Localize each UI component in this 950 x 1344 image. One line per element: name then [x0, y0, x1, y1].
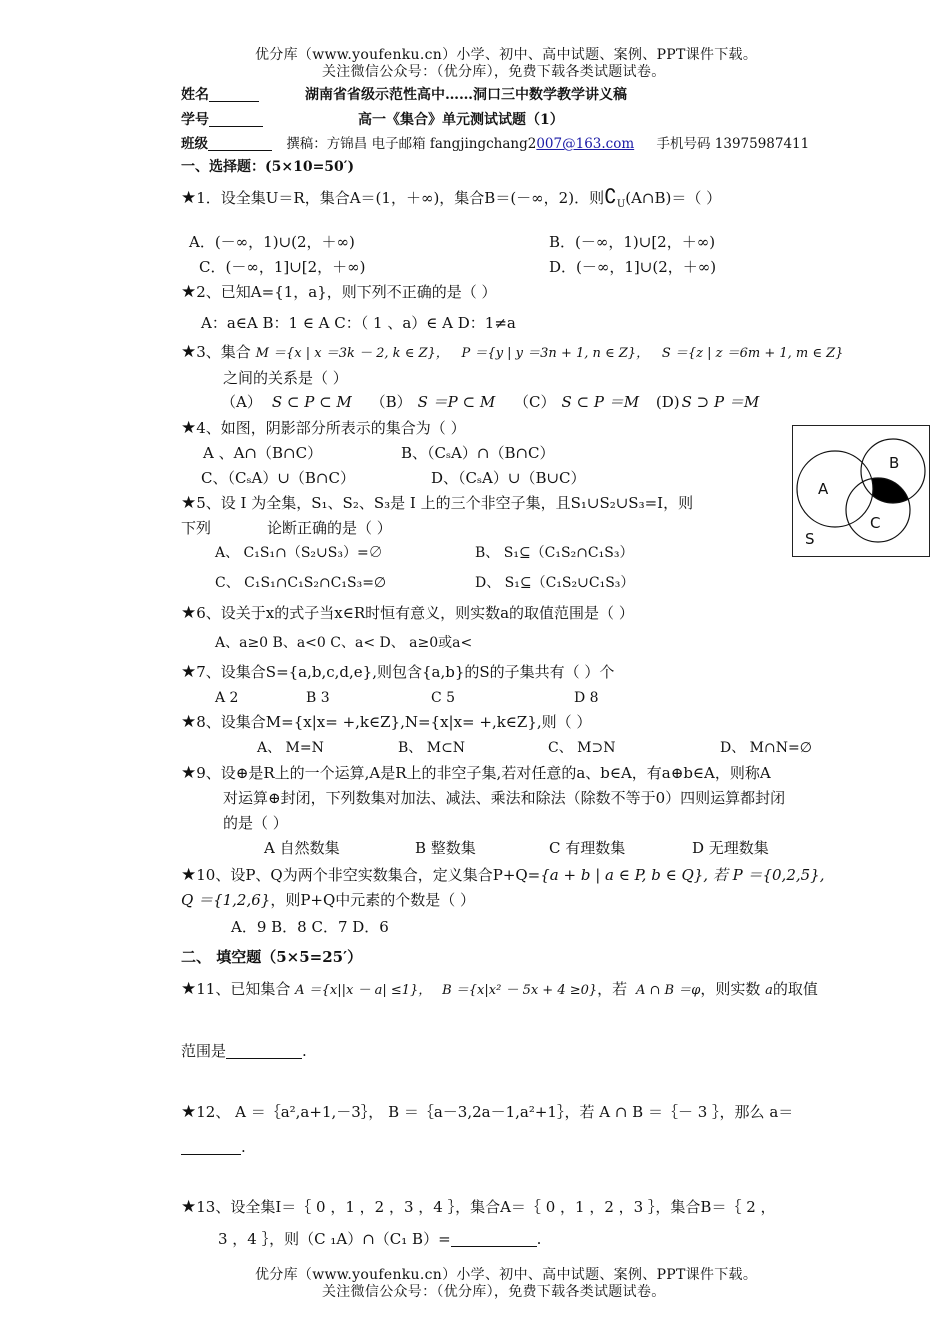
q10-stem-2 [181, 889, 475, 911]
page-header-line2: 关注微信公众号：（优分库），免费下载各类试题试卷。 [322, 64, 666, 80]
q5-text: 5、设 I 为全集，S₁、S₂、S₃是 I 上的三个非空子集，且S₁∪S₂∪S₃=I，则 [196, 494, 694, 512]
q13-blank[interactable] [451, 1230, 537, 1247]
q9-option-b: B 整数集 [415, 839, 476, 857]
q11-text-2: 范围是 [181, 1042, 227, 1060]
q5-text-2b: 论断正确的是（ ） [267, 519, 392, 537]
q8-text: 8、设集合M={x|x= +,k∈Z},N={x|x= +,k∈Z},则（ ） [196, 713, 592, 731]
q3-option-a-math: S ⊂ P ⊂ M [271, 393, 352, 411]
condition: A ∩ B ＝φ [635, 983, 701, 998]
q3-stem-2: 之间的关系是（ ） [223, 369, 348, 387]
q1-option-c: C．(－∞，1]∪[2，＋∞) [199, 258, 366, 276]
q4-option-d: D、（CₛA）∪（B∪C） [431, 469, 586, 487]
q9-option-d: D 无理数集 [692, 839, 769, 857]
star-icon: ★ [181, 188, 197, 208]
q2-stem [181, 281, 497, 303]
q9-text: 9、设⊕是R上的一个运算,A是R上的非空子集,若对任意的a、b∈A，有a⊕b∈A，则称A [196, 764, 771, 782]
q11-answer-line: 范围是 . [181, 1042, 307, 1060]
q3-option-c-label: （C） [513, 393, 556, 411]
q6-options: A、a≥0 B、a<0 C、a< D、 a≥0或a< [215, 635, 473, 651]
id-label: 学号 [181, 112, 209, 128]
q3-text: 3、集合 [196, 343, 251, 361]
complement-subscript: U [616, 199, 626, 210]
star-icon: ★ [181, 1102, 197, 1122]
q4-stem [181, 417, 466, 439]
q11-tail: ，则实数 [700, 980, 761, 998]
name-field [181, 84, 259, 106]
email-link[interactable]: 007@163.com [536, 136, 635, 152]
star-icon: ★ [181, 1197, 197, 1217]
q11-ruo: ，若 [597, 980, 628, 998]
author-info: 撰稿：方锦昌 电子邮箱 fangjingchang2 [286, 136, 537, 152]
q8-option-d: D、 M∩N=∅ [720, 740, 812, 756]
name-blank [209, 85, 259, 102]
set-q: Q ＝{1,2,6} [181, 891, 271, 909]
q8-stem [181, 711, 591, 733]
star-icon: ★ [181, 979, 197, 999]
q3-option-a-label: （A） [221, 393, 262, 411]
name-label: 姓名 [181, 87, 209, 103]
q8-option-c: C、 M⊃N [548, 740, 616, 756]
phone-number: 手机号码 13975987411 [656, 136, 810, 152]
q3-stem [181, 341, 843, 365]
complement-symbol: ∁ [604, 184, 617, 208]
star-icon: ★ [181, 418, 197, 438]
venn-diagram [792, 425, 930, 557]
q1-option-b: B．(－∞，1)∪[2，＋∞) [549, 233, 716, 251]
q1-text: 1．设全集U＝R，集合A＝(1，＋∞)，集合B＝(－∞，2)．则 [196, 189, 605, 207]
section1-heading: 一、选择题：(5×10=50′) [181, 159, 355, 175]
q1-text-end: (A∩B)＝（ ） [625, 189, 722, 207]
class-author-line [181, 133, 809, 155]
q13-text-2: 3 ，4 ｝，则（C ₁A）∩（C₁ B）= [218, 1230, 451, 1248]
q10-text: 10、设P、Q为两个非空实数集合，定义集合P+Q= [196, 866, 541, 884]
label-b: B [889, 454, 900, 472]
q11-stem [181, 978, 818, 1002]
q7-text: 7、设集合S={a,b,c,d,e},则包含{a,b}的S的子集共有（ ）个 [196, 663, 615, 681]
var-a: a [765, 983, 773, 998]
label-a: A [818, 480, 829, 498]
q12-stem [181, 1101, 793, 1123]
q11-tail-2: 的取值 [772, 980, 818, 998]
q5-option-b: B、 S₁⊆（C₁S₂∩C₁S₃） [475, 545, 634, 561]
q8-option-b: B、 M⊂N [398, 740, 466, 756]
id-blank [209, 110, 263, 127]
school-name: 湖南省省级示范性高中……洞口三中数学教学讲义稿 [305, 87, 627, 103]
set-m: M ＝{x | x ＝3k － 2, k ∈ Z}， [255, 346, 449, 361]
star-icon: ★ [181, 865, 197, 885]
class-blank [208, 134, 272, 151]
q6-stem [181, 602, 634, 624]
star-icon: ★ [181, 662, 197, 682]
venn-svg [793, 426, 929, 556]
label-c: C [870, 514, 881, 532]
q3-option-b-label: （B） [370, 393, 412, 411]
q3-option-b-math: S ＝P ⊂ M [417, 393, 496, 411]
q7-stem [181, 661, 614, 683]
q12-text: 12、 A ＝｛a²,a+1,－3｝， B ＝｛a－3,2a－1,a²+1｝，若 A ∩ B ＝｛－ 3 ｝，那么 a＝ [196, 1103, 794, 1121]
q7-option-b: B 3 [306, 690, 330, 706]
q4-option-c: C、（CₛA）∪（B∩C） [201, 469, 355, 487]
q12-answer-line: . [181, 1136, 246, 1158]
star-icon: ★ [181, 493, 197, 513]
q5-option-a: A、 C₁S₁∩（S₂∪S₃）=∅ [215, 545, 383, 561]
q8-option-a: A、 M=N [257, 740, 324, 756]
q2-text: 2、已知A={1，a}，则下列不正确的是（ ） [196, 283, 497, 301]
q3-option-d-label: (D) [655, 393, 680, 411]
q9-stem-3: 的是（ ） [223, 814, 288, 832]
star-icon: ★ [181, 712, 197, 732]
set-p: P ＝{y | y ＝3n + 1, n ∈ Z}， [461, 346, 650, 361]
q1-option-d: D．(－∞，1]∪(2，＋∞) [549, 258, 717, 276]
q13-stem [181, 1196, 776, 1218]
q13-stem-2: 3 ，4 ｝，则（C ₁A）∩（C₁ B）= . [218, 1230, 542, 1248]
star-icon: ★ [181, 603, 197, 623]
q3-option-c-math: S ⊂ P ＝M [561, 393, 640, 411]
page-title: 高一《集合》单元测试试题（1） [358, 112, 564, 128]
q10-options: A．9 B．8 C．7 D．6 [231, 918, 389, 936]
q5-option-c: C、 C₁S₁∩C₁S₂∩C₁S₃=∅ [215, 575, 387, 591]
q3-option-d-math: S ⊃ P ＝M [681, 393, 760, 411]
page-footer-line1: 优分库（www.youfenku.cn）小学、初中、高中试题、案例、PPT课件下载。 [255, 1267, 758, 1283]
set-b: B ＝{x|x² － 5x + 4 ≥0} [442, 983, 598, 998]
q4-option-b: B、（CₛA）∩（B∩C） [401, 444, 555, 462]
q11-text: 11、已知集合 [196, 980, 291, 998]
label-s: S [805, 530, 815, 548]
q1-stem [181, 185, 721, 216]
q4-text: 4、如图，阴影部分所表示的集合为（ ） [196, 419, 466, 437]
section2-heading: 二、 填空题（5×5=25′） [181, 948, 363, 966]
q5-stem [181, 492, 693, 514]
q1-option-a: A．(－∞，1)∪(2，＋∞) [189, 233, 355, 251]
q9-option-a: A 自然数集 [264, 839, 340, 857]
star-icon: ★ [181, 763, 197, 783]
student-id-field [181, 109, 263, 131]
star-icon: ★ [181, 342, 197, 362]
set-a: A ＝{x||x － a| ≤1}， [295, 983, 432, 998]
q10-stem [181, 864, 825, 886]
q9-stem [181, 762, 771, 784]
q4-option-a: A 、A∩（B∩C） [203, 444, 323, 462]
q5-text-2a: 下列 [181, 519, 212, 537]
q7-option-a: A 2 [215, 690, 239, 706]
q10-text-2: ，则P+Q中元素的个数是（ ） [270, 891, 476, 909]
q7-option-d: D 8 [574, 690, 599, 706]
class-label: 班级 [181, 136, 208, 152]
q5-option-d: D、 S₁⊆（C₁S₂∪C₁S₃） [475, 575, 635, 591]
q9-option-c: C 有理数集 [549, 839, 626, 857]
q2-options: A：a∈A B：1 ∈ A C：（ 1 、a）∈ A D：1≠a [201, 314, 516, 332]
q6-text: 6、设关于x的式子当x∈R时恒有意义，则实数a的取值范围是（ ） [196, 604, 634, 622]
page-header-line1: 优分库（www.youfenku.cn）小学、初中、高中试题、案例、PPT课件下载。 [255, 47, 758, 63]
star-icon: ★ [181, 282, 197, 302]
q7-option-c: C 5 [431, 690, 456, 706]
q12-blank[interactable] [181, 1138, 241, 1155]
q11-blank[interactable] [226, 1042, 302, 1059]
page-footer-line2: 关注微信公众号：（优分库），免费下载各类试题试卷。 [322, 1284, 666, 1300]
q3-options [221, 391, 759, 413]
q9-stem-2: 对运算⊕封闭，下列数集对加法、减法、乘法和除法（除数不等于0）四则运算都封闭 [223, 789, 786, 807]
set-s: S ＝{z | z ＝6m + 1, m ∈ Z} [661, 346, 844, 361]
q13-text: 13、设全集I＝｛ 0 ，1 ，2 ，3 ，4 ｝，集合A＝｛ 0 ，1 ，2 ，3 ｝，集合B＝｛ 2 ， [196, 1198, 776, 1216]
q5-stem-2 [181, 517, 392, 539]
set-definition: {a + b | a ∈ P, b ∈ Q}, 若 P ＝{0,2,5}, [540, 866, 825, 884]
